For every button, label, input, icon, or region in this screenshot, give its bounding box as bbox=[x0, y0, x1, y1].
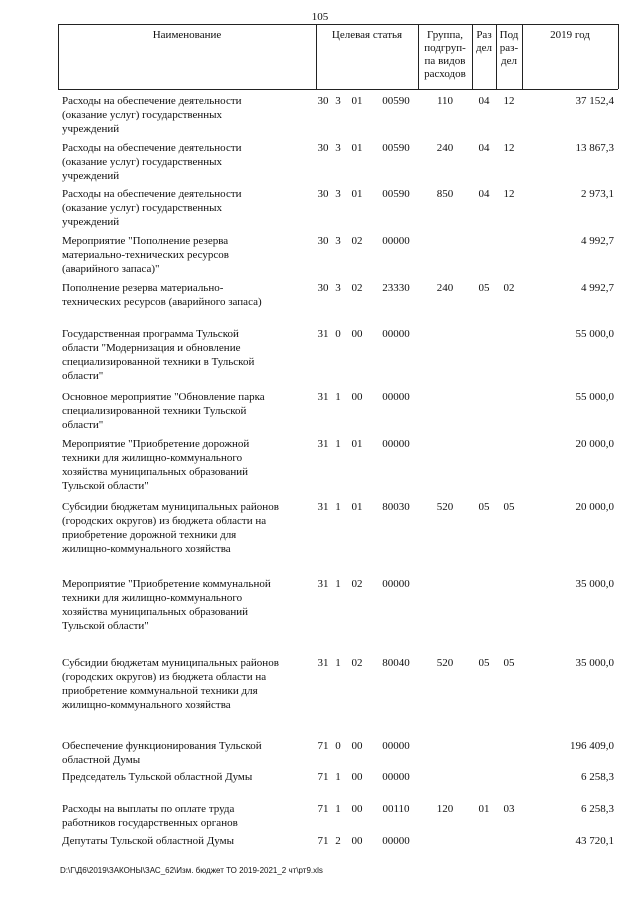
amount-2019: 35 000,0 bbox=[575, 657, 614, 669]
target-code-program: 31 bbox=[317, 328, 329, 340]
row-name: Государственная программа Тульской области "Модернизация и обновление специализированной техники в Тульской области" bbox=[62, 328, 255, 382]
target-code-subprogram: 0 bbox=[335, 740, 341, 752]
target-code-subprogram: 3 bbox=[335, 142, 341, 154]
target-code-subprogram: 1 bbox=[335, 803, 341, 815]
target-code-event: 01 bbox=[351, 95, 363, 107]
expense-group: 520 bbox=[436, 657, 454, 669]
target-code-event: 02 bbox=[351, 578, 363, 590]
target-code-subprogram: 0 bbox=[335, 328, 341, 340]
target-code-subprogram: 1 bbox=[335, 501, 341, 513]
section-code: 04 bbox=[478, 95, 490, 107]
target-code-subprogram: 1 bbox=[335, 657, 341, 669]
header-group: Группа, подгруп- па видов расходов bbox=[424, 29, 466, 80]
target-code-program: 31 bbox=[317, 657, 329, 669]
subsection-code: 12 bbox=[503, 142, 515, 154]
amount-2019: 4 992,7 bbox=[581, 235, 614, 247]
target-code-event: 02 bbox=[351, 235, 363, 247]
target-code-event: 01 bbox=[351, 501, 363, 513]
table-header bbox=[58, 24, 618, 89]
row-name: Основное мероприятие "Обновление парка специализированной техники Тульской области" bbox=[62, 391, 265, 431]
row-name: Мероприятие "Приобретение дорожной техники для жилищно-коммунального хозяйства муниципальных образований Тульской области" bbox=[62, 438, 250, 492]
subsection-code: 12 bbox=[503, 95, 515, 107]
target-code-direction: 00000 bbox=[382, 328, 410, 340]
section-code: 01 bbox=[478, 803, 490, 815]
target-code-direction: 00000 bbox=[382, 438, 410, 450]
header-target: Целевая статья bbox=[331, 29, 403, 41]
target-code-subprogram: 3 bbox=[335, 282, 341, 294]
header-section: Раз дел bbox=[476, 29, 492, 54]
target-code-subprogram: 3 bbox=[335, 95, 341, 107]
target-code-event: 02 bbox=[351, 282, 363, 294]
target-code-program: 31 bbox=[317, 391, 329, 403]
header-bottom-border bbox=[58, 89, 618, 90]
amount-2019: 37 152,4 bbox=[575, 95, 614, 107]
target-code-direction: 80030 bbox=[382, 501, 410, 513]
target-code-direction: 00000 bbox=[382, 235, 410, 247]
section-code: 05 bbox=[478, 501, 490, 513]
target-code-direction: 00110 bbox=[382, 803, 410, 815]
target-code-subprogram: 1 bbox=[335, 771, 341, 783]
expense-group: 120 bbox=[436, 803, 454, 815]
row-name: Расходы на обеспечение деятельности (оказание услуг) государственных учреждений bbox=[62, 95, 242, 135]
amount-2019: 6 258,3 bbox=[581, 771, 614, 783]
target-code-event: 00 bbox=[351, 328, 363, 340]
subsection-code: 05 bbox=[503, 657, 515, 669]
row-name: Председатель Тульской областной Думы bbox=[62, 771, 253, 783]
expense-group: 240 bbox=[436, 142, 454, 154]
target-code-subprogram: 2 bbox=[335, 835, 341, 847]
row-name: Расходы на обеспечение деятельности (оказание услуг) государственных учреждений bbox=[62, 188, 242, 228]
target-code-direction: 23330 bbox=[382, 282, 410, 294]
target-code-event: 00 bbox=[351, 391, 363, 403]
amount-2019: 43 720,1 bbox=[575, 835, 614, 847]
amount-2019: 20 000,0 bbox=[575, 501, 614, 513]
row-name: Субсидии бюджетам муниципальных районов (городских округов) из бюджета области на приобретение дорожной техники для жилищно-коммунального хозяйства bbox=[62, 501, 279, 555]
target-code-event: 00 bbox=[351, 803, 363, 815]
target-code-direction: 00000 bbox=[382, 740, 410, 752]
target-code-program: 71 bbox=[317, 835, 329, 847]
target-code-subprogram: 3 bbox=[335, 235, 341, 247]
target-code-program: 71 bbox=[317, 803, 329, 815]
col-border bbox=[618, 24, 619, 89]
expense-group: 240 bbox=[436, 282, 454, 294]
subsection-code: 05 bbox=[503, 501, 515, 513]
target-code-direction: 00000 bbox=[382, 835, 410, 847]
target-code-direction: 00590 bbox=[382, 142, 410, 154]
expense-group: 520 bbox=[436, 501, 454, 513]
target-code-program: 30 bbox=[317, 235, 329, 247]
amount-2019: 55 000,0 bbox=[575, 328, 614, 340]
row-name: Мероприятие "Пополнение резерва материально-технических ресурсов (аварийного запаса)" bbox=[62, 235, 229, 275]
header-subsection: Под раз- дел bbox=[499, 29, 519, 67]
target-code-program: 30 bbox=[317, 95, 329, 107]
section-code: 05 bbox=[478, 657, 490, 669]
row-name: Субсидии бюджетам муниципальных районов (городских округов) из бюджета области на приобретение коммунальной техники для жилищно-коммунального хозяйства bbox=[62, 657, 279, 711]
amount-2019: 13 867,3 bbox=[575, 142, 614, 154]
subsection-code: 02 bbox=[503, 282, 515, 294]
amount-2019: 55 000,0 bbox=[575, 391, 614, 403]
row-name: Мероприятие "Приобретение коммунальной техники для жилищно-коммунального хозяйства муниципальных образований Тульской области" bbox=[62, 578, 271, 632]
target-code-direction: 00000 bbox=[382, 771, 410, 783]
target-code-subprogram: 3 bbox=[335, 188, 341, 200]
row-name: Пополнение резерва материально- технических ресурсов (аварийного запаса) bbox=[62, 282, 262, 308]
page-number: 105 bbox=[311, 11, 329, 23]
section-code: 04 bbox=[478, 142, 490, 154]
section-code: 05 bbox=[478, 282, 490, 294]
target-code-direction: 00000 bbox=[382, 391, 410, 403]
target-code-subprogram: 1 bbox=[335, 578, 341, 590]
target-code-subprogram: 1 bbox=[335, 391, 341, 403]
target-code-event: 01 bbox=[351, 188, 363, 200]
target-code-direction: 00590 bbox=[382, 95, 410, 107]
target-code-event: 01 bbox=[351, 142, 363, 154]
target-code-program: 30 bbox=[317, 142, 329, 154]
amount-2019: 2 973,1 bbox=[581, 188, 614, 200]
target-code-event: 00 bbox=[351, 771, 363, 783]
row-name: Расходы на выплаты по оплате труда работников государственных органов bbox=[62, 803, 238, 829]
expense-group: 110 bbox=[436, 95, 454, 107]
target-code-program: 31 bbox=[317, 501, 329, 513]
target-code-direction: 00590 bbox=[382, 188, 410, 200]
target-code-subprogram: 1 bbox=[335, 438, 341, 450]
target-code-program: 31 bbox=[317, 578, 329, 590]
target-code-event: 01 bbox=[351, 438, 363, 450]
amount-2019: 6 258,3 bbox=[581, 803, 614, 815]
subsection-code: 12 bbox=[503, 188, 515, 200]
header-name: Наименование bbox=[152, 29, 222, 41]
amount-2019: 20 000,0 bbox=[575, 438, 614, 450]
target-code-program: 71 bbox=[317, 740, 329, 752]
row-name: Депутаты Тульской областной Думы bbox=[62, 835, 235, 847]
amount-2019: 35 000,0 bbox=[575, 578, 614, 590]
header-year: 2019 год bbox=[550, 29, 590, 41]
subsection-code: 03 bbox=[503, 803, 515, 815]
target-code-direction: 00000 bbox=[382, 578, 410, 590]
amount-2019: 4 992,7 bbox=[581, 282, 614, 294]
target-code-event: 00 bbox=[351, 740, 363, 752]
row-name: Расходы на обеспечение деятельности (оказание услуг) государственных учреждений bbox=[62, 142, 242, 182]
target-code-direction: 80040 bbox=[382, 657, 410, 669]
section-code: 04 bbox=[478, 188, 490, 200]
target-code-event: 02 bbox=[351, 657, 363, 669]
target-code-event: 00 bbox=[351, 835, 363, 847]
target-code-program: 30 bbox=[317, 188, 329, 200]
file-path: D:\Г\Д6\2019\ЗАКОНЫ\ЗАС_62\Изм. бюджет ТО 2019-2021_2 чт\рт9.xls bbox=[60, 866, 323, 875]
target-code-program: 30 bbox=[317, 282, 329, 294]
amount-2019: 196 409,0 bbox=[570, 740, 614, 752]
expense-group: 850 bbox=[436, 188, 454, 200]
row-name: Обеспечение функционирования Тульской областной Думы bbox=[62, 740, 262, 766]
target-code-program: 71 bbox=[317, 771, 329, 783]
target-code-program: 31 bbox=[317, 438, 329, 450]
